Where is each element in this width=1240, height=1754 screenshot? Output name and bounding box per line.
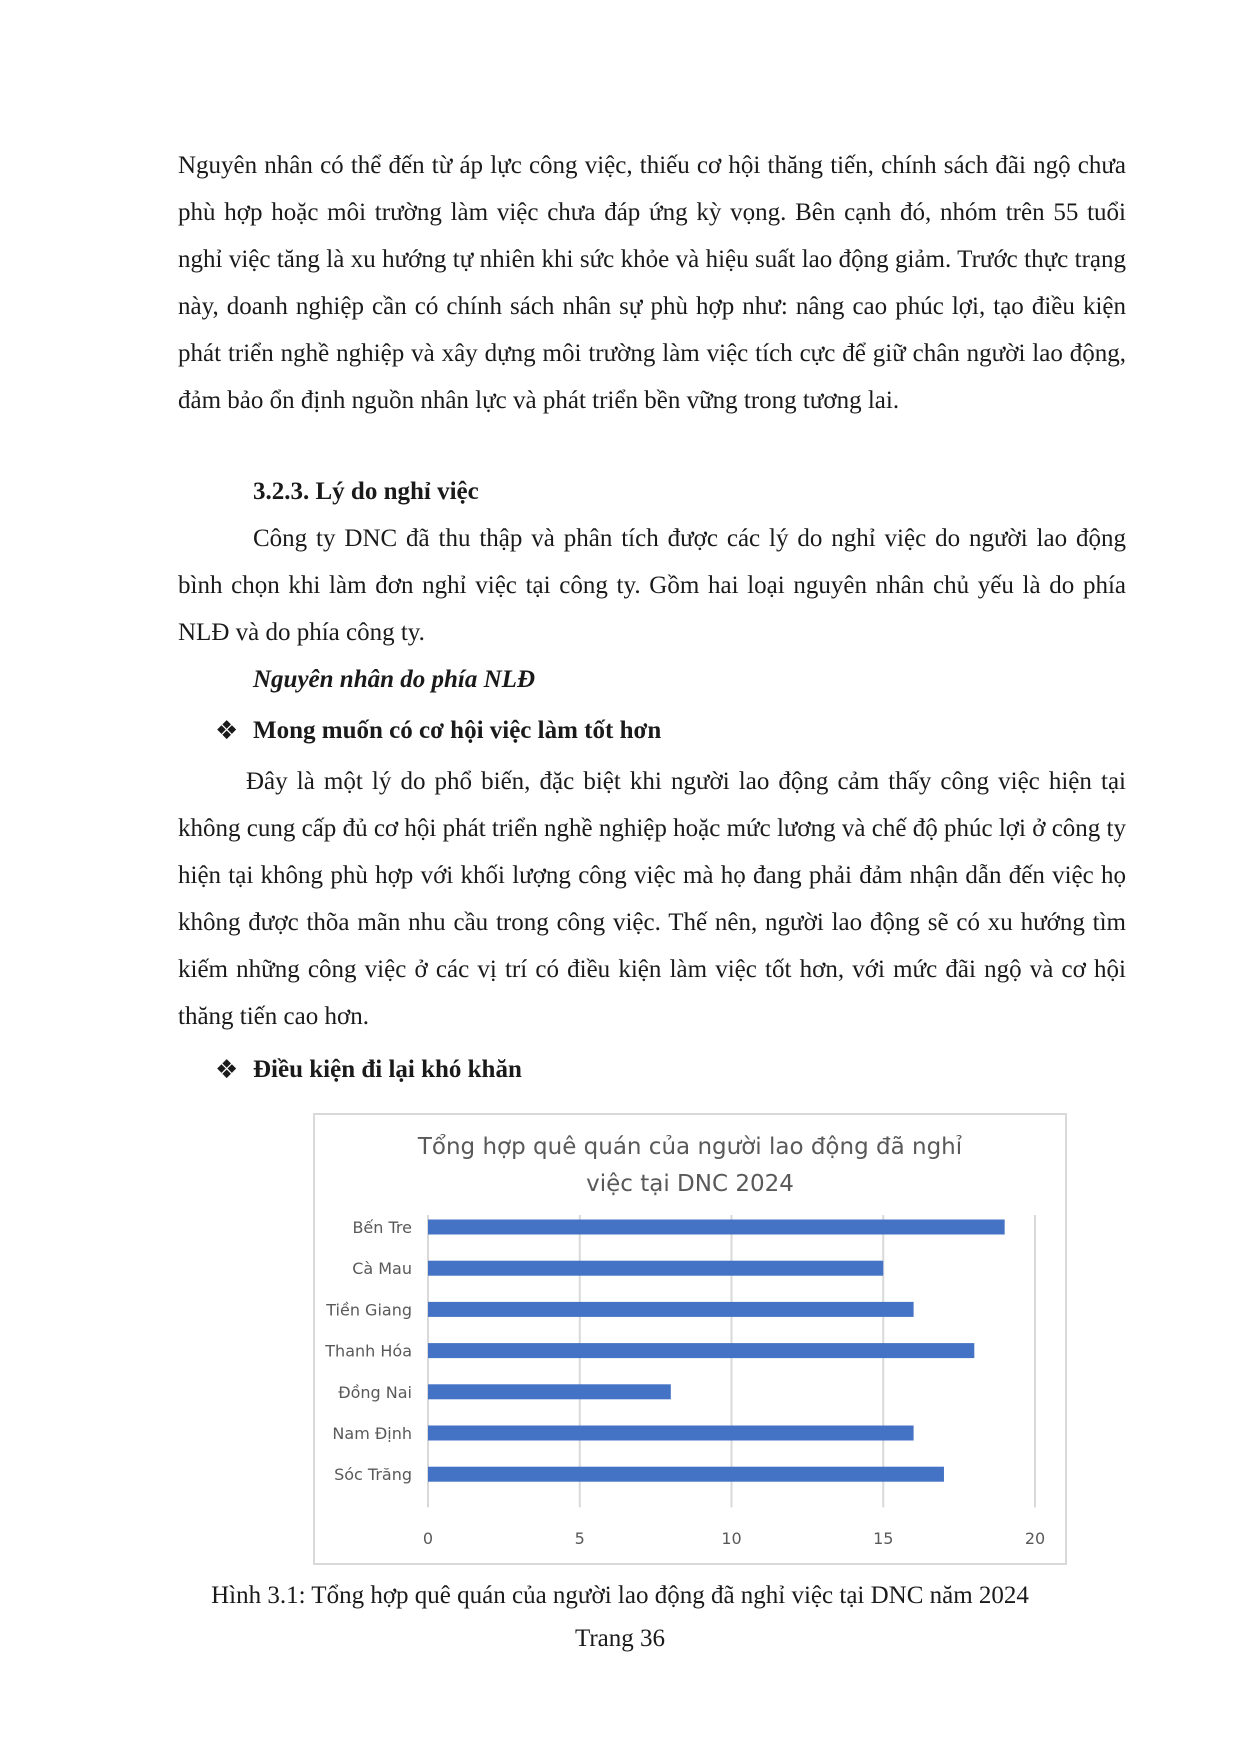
paragraph-turnover-causes: Nguyên nhân có thể đến từ áp lực công việc, thiếu cơ hội thăng tiến, chính sách đãi ngộ chưa phù hợp hoặc môi trường làm việc chưa đáp ứng kỳ vọng. Bên cạnh đó, nhóm trên 55 tuổi nghỉ việc tăng là xu hướng tự nhiên khi sức khỏe và hiệu suất lao động giảm. Trước thực trạng này, doanh nghiệp cần có chính sách nhân sự phù hợp như: nâng cao phúc lợi, tạo điều kiện phát triển nghề nghiệp và xây dựng môi trường làm việc tích cực để giữ chân người lao động, đảm bảo ổn định nguồn nhân lực và phát triển bền vững trong tương lai. (178, 152, 1126, 414)
subheading-employee-causes: Nguyên nhân do phía NLĐ (253, 666, 535, 693)
chart-bar (428, 1302, 914, 1317)
diamond-bullet-icon: ❖ (215, 1054, 239, 1085)
chart-title-line-2: việc tại DNC 2024 (586, 1171, 794, 1197)
chart-bar (428, 1384, 671, 1399)
chart-x-tick-label: 5 (574, 1529, 585, 1548)
chart-category-label: Tiền Giang (326, 1300, 412, 1320)
bullet-text: Mong muốn có cơ hội việc làm tốt hơn (253, 716, 662, 744)
chart-category-label: Bến Tre (352, 1218, 412, 1237)
chart-bar (428, 1261, 883, 1276)
chart-x-tick-label: 10 (721, 1529, 742, 1548)
chart-hometown (313, 1113, 1067, 1565)
figure-caption: Hình 3.1: Tổng hợp quê quán của người lao động đã nghỉ việc tại DNC năm 2024 (211, 1582, 1029, 1609)
paragraph-better-job: Đây là một lý do phổ biến, đặc biệt khi người lao động cảm thấy công việc hiện tại không cung cấp đủ cơ hội phát triển nghề nghiệp hoặc mức lương và chế độ phúc lợi ở công ty hiện tại không phù hợp với khối lượng công việc mà họ đang phải đảm nhận dẫn đến việc họ không được thõa mãn nhu cầu trong công việc. Thế nên, người lao động sẽ có xu hướng tìm kiếm những công việc ở các vị trí có điều kiện làm việc tốt hơn, với mức đãi ngộ và cơ hội thăng tiến cao hơn. (178, 768, 1126, 1030)
chart-category-label: Sóc Trăng (334, 1465, 412, 1485)
diamond-bullet-icon: ❖ (215, 715, 239, 746)
bullet-better-job (215, 707, 661, 754)
chart-x-tick-label: 0 (422, 1529, 434, 1548)
chart-bar (428, 1220, 1005, 1235)
chart-category-label: Nam Định (332, 1424, 412, 1443)
bullet-text: Điều kiện đi lại khó khăn (253, 1055, 522, 1083)
section-heading: 3.2.3. Lý do nghỉ việc (253, 478, 479, 505)
bullet-commute (215, 1046, 522, 1093)
chart-category-label: Cà Mau (352, 1259, 412, 1279)
chart-x-tick-label: 20 (1024, 1529, 1046, 1548)
page-number: Trang 36 (574, 1625, 666, 1652)
chart-bar (428, 1426, 914, 1441)
chart-plot (315, 1115, 1065, 1563)
chart-bar (428, 1343, 974, 1358)
chart-category-label: Thanh Hóa (325, 1341, 412, 1361)
chart-category-label: Đồng Nai (338, 1382, 412, 1402)
chart-bar (428, 1467, 944, 1482)
chart-x-tick-label: 15 (873, 1529, 894, 1548)
chart-title-line-1: Tổng hợp quê quán của người lao động đã nghỉ (417, 1134, 963, 1160)
paragraph-data-collection: Công ty DNC đã thu thập và phân tích được các lý do nghỉ việc do người lao động bình chọn khi làm đơn nghỉ việc tại công ty. Gồm hai loại nguyên nhân chủ yếu là do phía NLĐ và do phía công ty. (178, 525, 1126, 646)
